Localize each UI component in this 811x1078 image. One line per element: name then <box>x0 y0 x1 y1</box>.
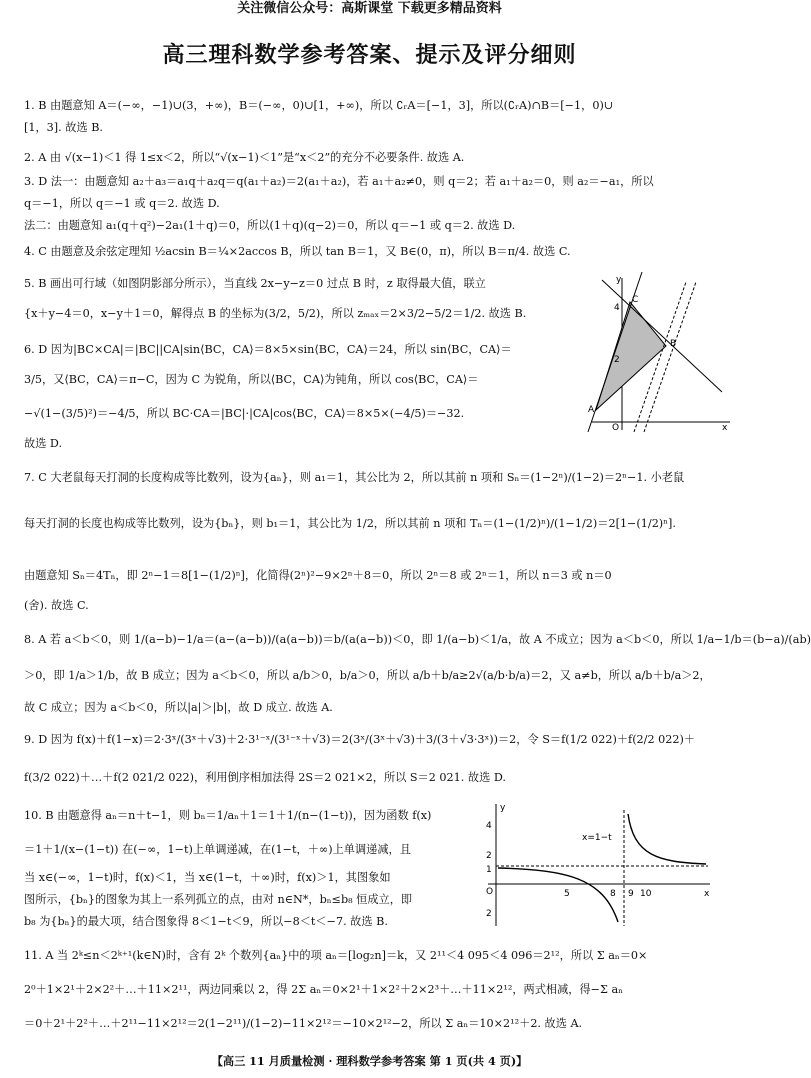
q6-line-1: 6. D 因为|BC×CA|＝|BC||CA|sin⟨BC，CA⟩＝8×5×sin⟨BC，CA⟩＝24，所以 sin⟨BC，CA⟩＝ <box>24 343 512 356</box>
tick-1y: 1 <box>486 865 492 875</box>
q9-line-1: 9. D 因为 f(x)＋f(1−x)＝2·3ˣ/(3ˣ＋√3)＋2·3¹⁻ˣ/(3¹⁻ˣ＋√3)＝2(3ˣ/(3ˣ＋√3)＋3/(3＋√3·3ˣ))＝2，令 S＝f(1/2 022)＋f(2/2 022)＋ <box>24 733 696 746</box>
q11-line-3: ＝0＋2¹＋2²＋…＋2¹¹−11×2¹²＝2(1−2¹¹)/(1−2)−11×2¹²＝−10×2¹²−2，所以 Σ aₙ＝10×2¹²＋2. 故选 A. <box>24 1017 583 1030</box>
q3-line-2: q＝−1，所以 q＝−1 或 q＝2. 故选 D. <box>24 197 220 210</box>
tick-10: 10 <box>640 889 652 899</box>
label-y: y <box>616 275 622 285</box>
q6-line-2: 3/5，又⟨BC，CA⟩＝π−C，因为 C 为锐角，所以⟨BC，CA⟩为钝角，所以 cos⟨BC，CA⟩＝ <box>24 373 479 386</box>
q5-line-1: 5. B 画出可行域（如图阴影部分所示），当直线 2x−y−z＝0 过点 B 时，z 取得最大值，联立 <box>24 277 486 290</box>
q7-line-3: 由题意知 Sₙ＝4Tₙ，即 2ⁿ−1＝8[1−(1/2)ⁿ]，化简得(2ⁿ)²−9×2ⁿ＋8＝0，所以 2ⁿ＝8 或 2ⁿ＝1，所以 n＝3 或 n＝0 <box>24 569 612 582</box>
page-title: 高三理科数学参考答案、提示及评分细则 <box>162 43 577 68</box>
tick-4y: 4 <box>486 821 492 831</box>
q7-line-2: 每天打洞的长度也构成等比数列，设为{bₙ}，则 b₁＝1，其公比为 1/2，所以其前 n 项和 Tₙ＝(1−(1/2)ⁿ)/(1−1/2)＝2[1−(1/2)ⁿ]. <box>24 517 676 530</box>
q5-line-2: {x＋y−4＝0，x−y＋1＝0，解得点 B 的坐标为(3/2，5/2)，所以 zₘₐₓ＝2×3/2−5/2＝1/2. 故选 B. <box>24 307 527 320</box>
q9-line-2: f(3/2 022)＋…＋f(2 021/2 022)，利用倒序相加法得 2S＝2 021×2，所以 S＝2 021. 故选 D. <box>24 771 506 784</box>
tick-8: 8 <box>610 889 616 899</box>
q10-line-5: b₈ 为{bₙ}的最大项，结合图象得 8＜1−t＜9，所以−8＜t＜−7. 故选 B. <box>24 915 388 928</box>
q7-line-4: (舍). 故选 C. <box>24 599 89 612</box>
label-x: x <box>704 889 710 899</box>
q4-line-1: 4. C 由题意及余弦定理知 ½acsin B＝¼×2accos B，所以 tan B＝1，又 B∈(0，π)，所以 B＝π/4. 故选 C. <box>24 245 571 258</box>
q2-line-1: 2. A 由 √(x−1)＜1 得 1≤x＜2，所以“√(x−1)＜1”是“x＜2”的充分不必要条件. 故选 A. <box>24 151 465 164</box>
label-y: y <box>500 803 506 813</box>
q11-line-2: 2⁰＋1×2¹＋2×2²＋…＋11×2¹¹，两边同乘以 2，得 2Σ aₙ＝0×2¹＋1×2²＋2×2³＋…＋11×2¹²，两式相减，得−Σ aₙ <box>24 983 624 996</box>
tick-2y: 2 <box>486 851 492 861</box>
q11-line-1: 11. A 当 2ᵏ≤n＜2ᵏ⁺¹(k∈N)时，含有 2ᵏ 个数列{aₙ}中的项 aₙ＝[log₂n]＝k，又 2¹¹＜4 095＜4 096＝2¹²，所以 Σ aₙ＝0× <box>24 949 648 962</box>
tick-2: 2 <box>614 355 620 365</box>
label-origin: O <box>486 887 494 897</box>
shaded-region <box>596 302 666 410</box>
label-c: C <box>632 295 639 305</box>
tick-5: 5 <box>564 889 570 899</box>
q8-line-3: 故 C 成立；因为 a＜b＜0，所以|a|＞|b|，故 D 成立. 故选 A. <box>24 701 333 714</box>
q6-line-3: −√(1−(3/5)²)＝−4/5，所以 BC·CA＝|BC|·|CA|cos⟨BC，CA⟩＝8×5×(−4/5)＝−32. <box>24 407 465 420</box>
page-footer: 【高三 11 月质量检测 · 理科数学参考答案 第 1 页(共 4 页)】 <box>211 1054 528 1068</box>
q7-line-1: 7. C 大老鼠每天打洞的长度构成等比数列，设为{aₙ}，则 a₁＝1，其公比为 2，所以其前 n 项和 Sₙ＝(1−2ⁿ)/(1−2)＝2ⁿ−1. 小老鼠 <box>24 471 685 484</box>
label-b: B <box>670 339 677 349</box>
tick-4: 4 <box>614 303 620 313</box>
q8-line-2: ＞0，即 1/a＞1/b，故 B 成立；因为 a＜b＜0，所以 a/b＞0，b/a＞0，所以 a/b＋b/a≥2√(a/b·b/a)＝2，又 a≠b，所以 a/b＋b/a＞2， <box>24 669 711 682</box>
right-branch <box>628 814 706 864</box>
q3-line-1: 3. D 法一：由题意知 a₂＋a₃＝a₁q＋a₂q＝q(a₁＋a₂)＝2(a₁＋a₂)，若 a₁＋a₂≠0，则 q＝2；若 a₁＋a₂＝0，则 a₂＝−a₁，所以 <box>24 175 654 188</box>
label-a: A <box>588 405 595 415</box>
q10-function-graph <box>478 800 714 930</box>
q10-line-3: 当 x∈(−∞，1−t)时，f(x)＜1，当 x∈(1−t，＋∞)时，f(x)＞1，其图象如 <box>24 871 391 884</box>
label-origin: O <box>612 423 620 433</box>
q6-line-4: 故选 D. <box>24 437 63 450</box>
q8-line-1: 8. A 若 a＜b＜0，则 1/(a−b)−1/a＝(a−(a−b))/(a(a−b))＝b/(a(a−b))＜0，即 1/(a−b)＜1/a，故 A 不成立；因为 a＜b＜0，所以 1/a−1/b＝(b−a)/(ab) <box>24 633 811 646</box>
q3-line-3: 法二：由题意知 a₁(q＋q²)−2a₁(1＋q)＝0，所以(1＋q)(q−2)＝0，所以 q＝−1 或 q＝2. 故选 D. <box>24 219 516 232</box>
q10-line-4: 图所示，{bₙ}的图象为其上一系列孤立的点，由对 n∈N*，bₙ≤b₈ 恒成立，即 <box>24 893 413 906</box>
q10-line-1: 10. B 由题意得 aₙ＝n＋t−1，则 bₙ＝1/aₙ＋1＝1＋1/(n−(1−t))，因为函数 f(x) <box>24 809 432 822</box>
q1-line-1: 1. B 由题意知 A＝(−∞，−1)∪(3，+∞)，B＝(−∞，0)∪[1，+∞)，所以 ∁ᵣA＝[−1，3]，所以(∁ᵣA)∩B＝[−1，0)∪ <box>24 99 614 112</box>
q10-line-2: ＝1＋1/(x−(1−t)) 在(−∞，1−t)上单调递减，在(1−t，＋∞)上单调递减，且 <box>24 843 411 856</box>
tick-neg2y: 2 <box>486 909 492 919</box>
q1-line-2: [1，3]. 故选 B. <box>24 121 103 134</box>
tick-9: 9 <box>628 889 634 899</box>
top-banner: 关注微信公众号：高斯课堂 下载更多精品资料 <box>237 1 502 16</box>
q5-feasible-region-graph <box>582 272 732 432</box>
label-x: x <box>722 423 728 433</box>
label-asymptote: x=1−t <box>582 833 612 843</box>
left-branch <box>498 868 618 922</box>
